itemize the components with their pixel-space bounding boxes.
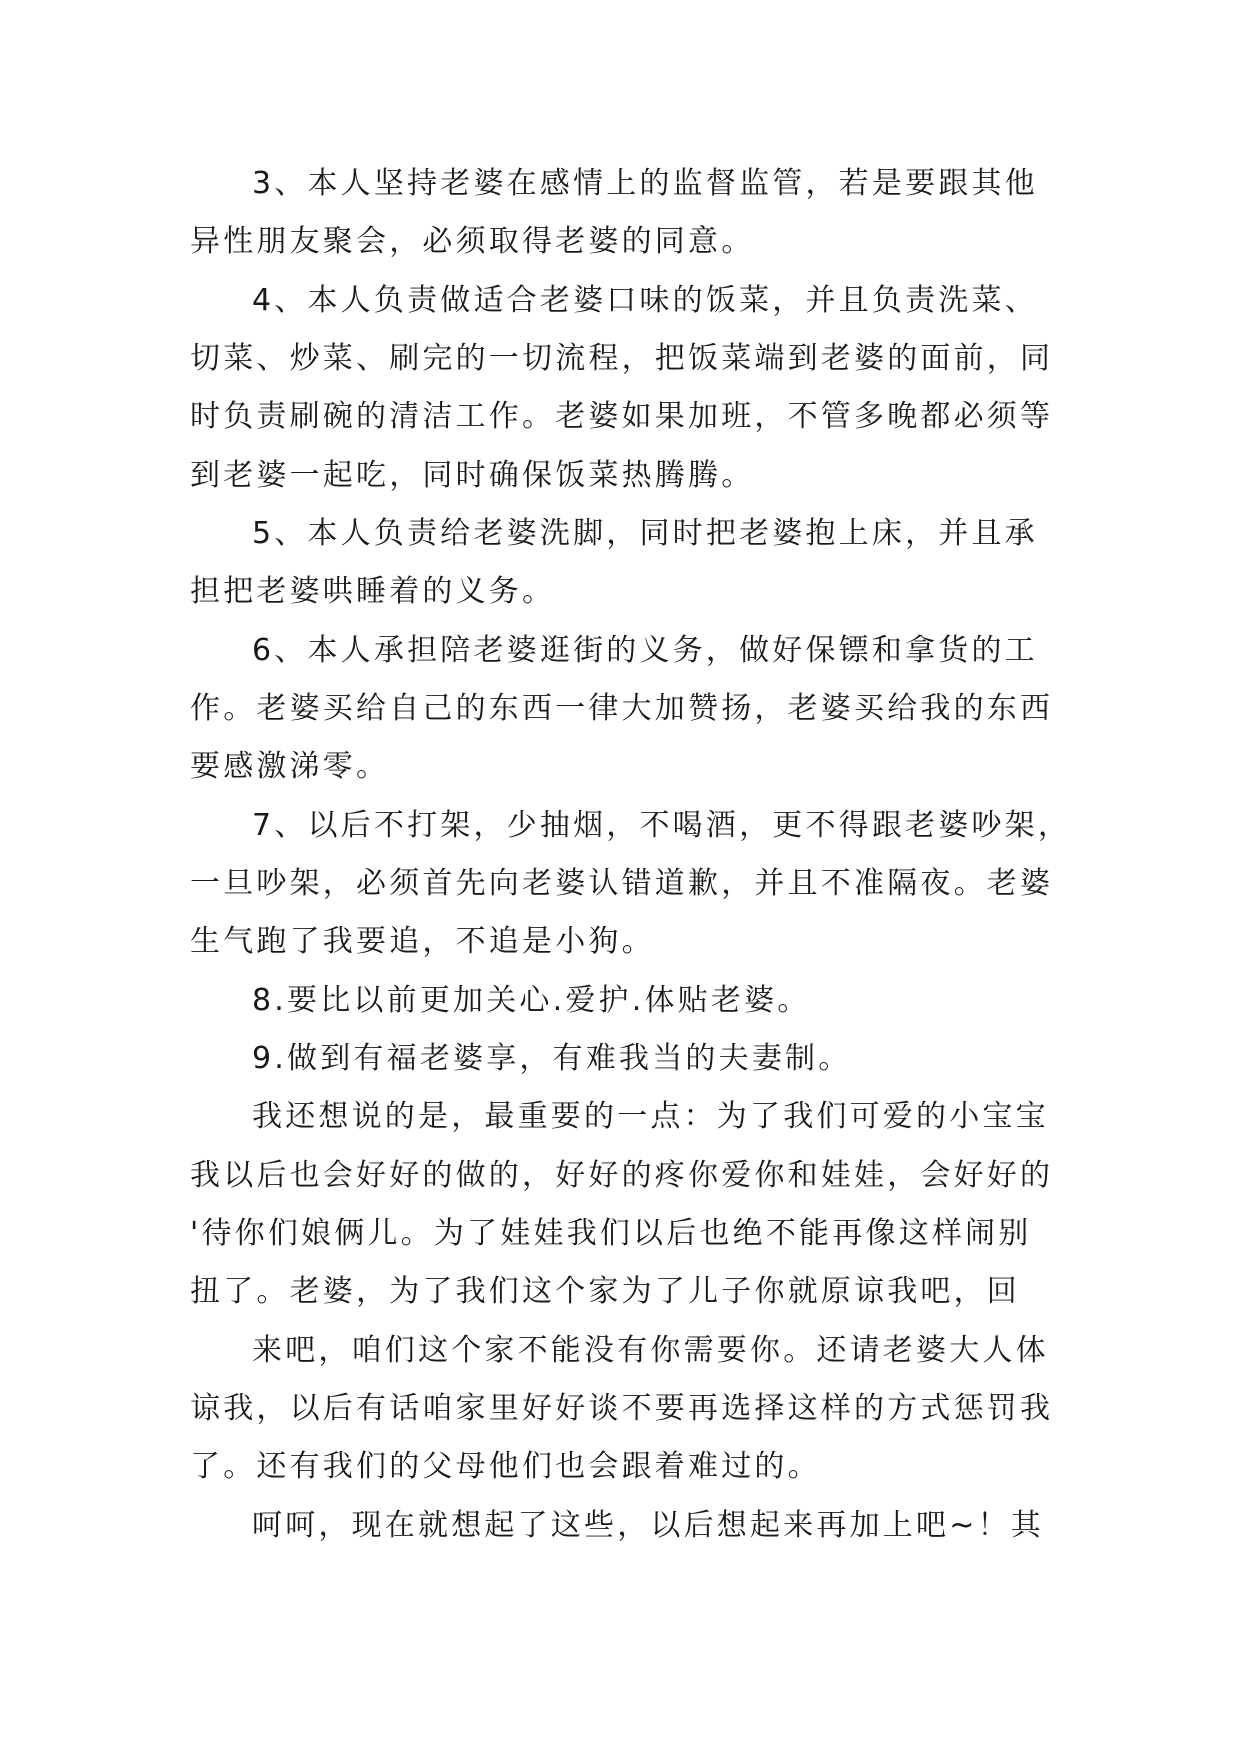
text-line: 异性朋友聚会，必须取得老婆的同意。	[190, 224, 755, 259]
text-line: 切菜、炒菜、刷完的一切流程，把饭菜端到老婆的面前，同	[190, 341, 1054, 376]
text-line: 呵呵，现在就想起了这些，以后想起来再加上吧~！其	[252, 1508, 1044, 1543]
text-line: 3、本人坚持老婆在感情上的监督监管，若是要跟其他	[252, 166, 1038, 201]
text-line: 9.做到有福老婆享，有难我当的夫妻制。	[252, 1041, 852, 1076]
text-line: 生气跑了我要追，不追是小狗。	[190, 924, 655, 959]
text-line: 作。老婆买给自己的东西一律大加赞扬，老婆买给我的东西	[190, 691, 1054, 726]
text-line: 4、本人负责做适合老婆口味的饭菜，并且负责洗菜、	[252, 283, 1038, 318]
text-line: 5、本人负责给老婆洗脚，同时把老婆抱上床，并且承	[252, 516, 1038, 551]
text-line: 担把老婆哄睡着的义务。	[190, 574, 556, 609]
text-line: 我以后也会好好的做的，好好的疼你爱你和娃娃，会好好的	[190, 1158, 1054, 1193]
text-line: 了。还有我们的父母他们也会跟着难过的。	[190, 1449, 821, 1484]
text-line: 要感激涕零。	[190, 749, 390, 784]
text-line: 7、以后不打架，少抽烟，不喝酒，更不得跟老婆吵架，	[252, 808, 1072, 843]
text-line: 时负责刷碗的清洁工作。老婆如果加班，不管多晚都必须等	[190, 399, 1054, 434]
text-line: 6、本人承担陪老婆逛街的义务，做好保镖和拿货的工	[252, 633, 1038, 668]
text-line: 谅我，以后有话咱家里好好谈不要再选择这样的方式惩罚我	[190, 1391, 1054, 1426]
text-line: '待你们娘俩儿。为了娃娃我们以后也绝不能再像这样闹别	[190, 1216, 1032, 1251]
text-line: 8.要比以前更加关心.爱护.体贴老婆。	[252, 983, 811, 1018]
text-line: 来吧，咱们这个家不能没有你需要你。还请老婆大人体	[252, 1333, 1049, 1368]
text-line: 扭了。老婆，为了我们这个家为了儿子你就原谅我吧，回	[190, 1274, 1020, 1309]
text-line: 到老婆一起吃，同时确保饭菜热腾腾。	[190, 458, 755, 493]
text-line: 一旦吵架，必须首先向老婆认错道歉，并且不准隔夜。老婆	[190, 866, 1054, 901]
text-line: 我还想说的是，最重要的一点：为了我们可爱的小宝宝	[252, 1099, 1049, 1134]
